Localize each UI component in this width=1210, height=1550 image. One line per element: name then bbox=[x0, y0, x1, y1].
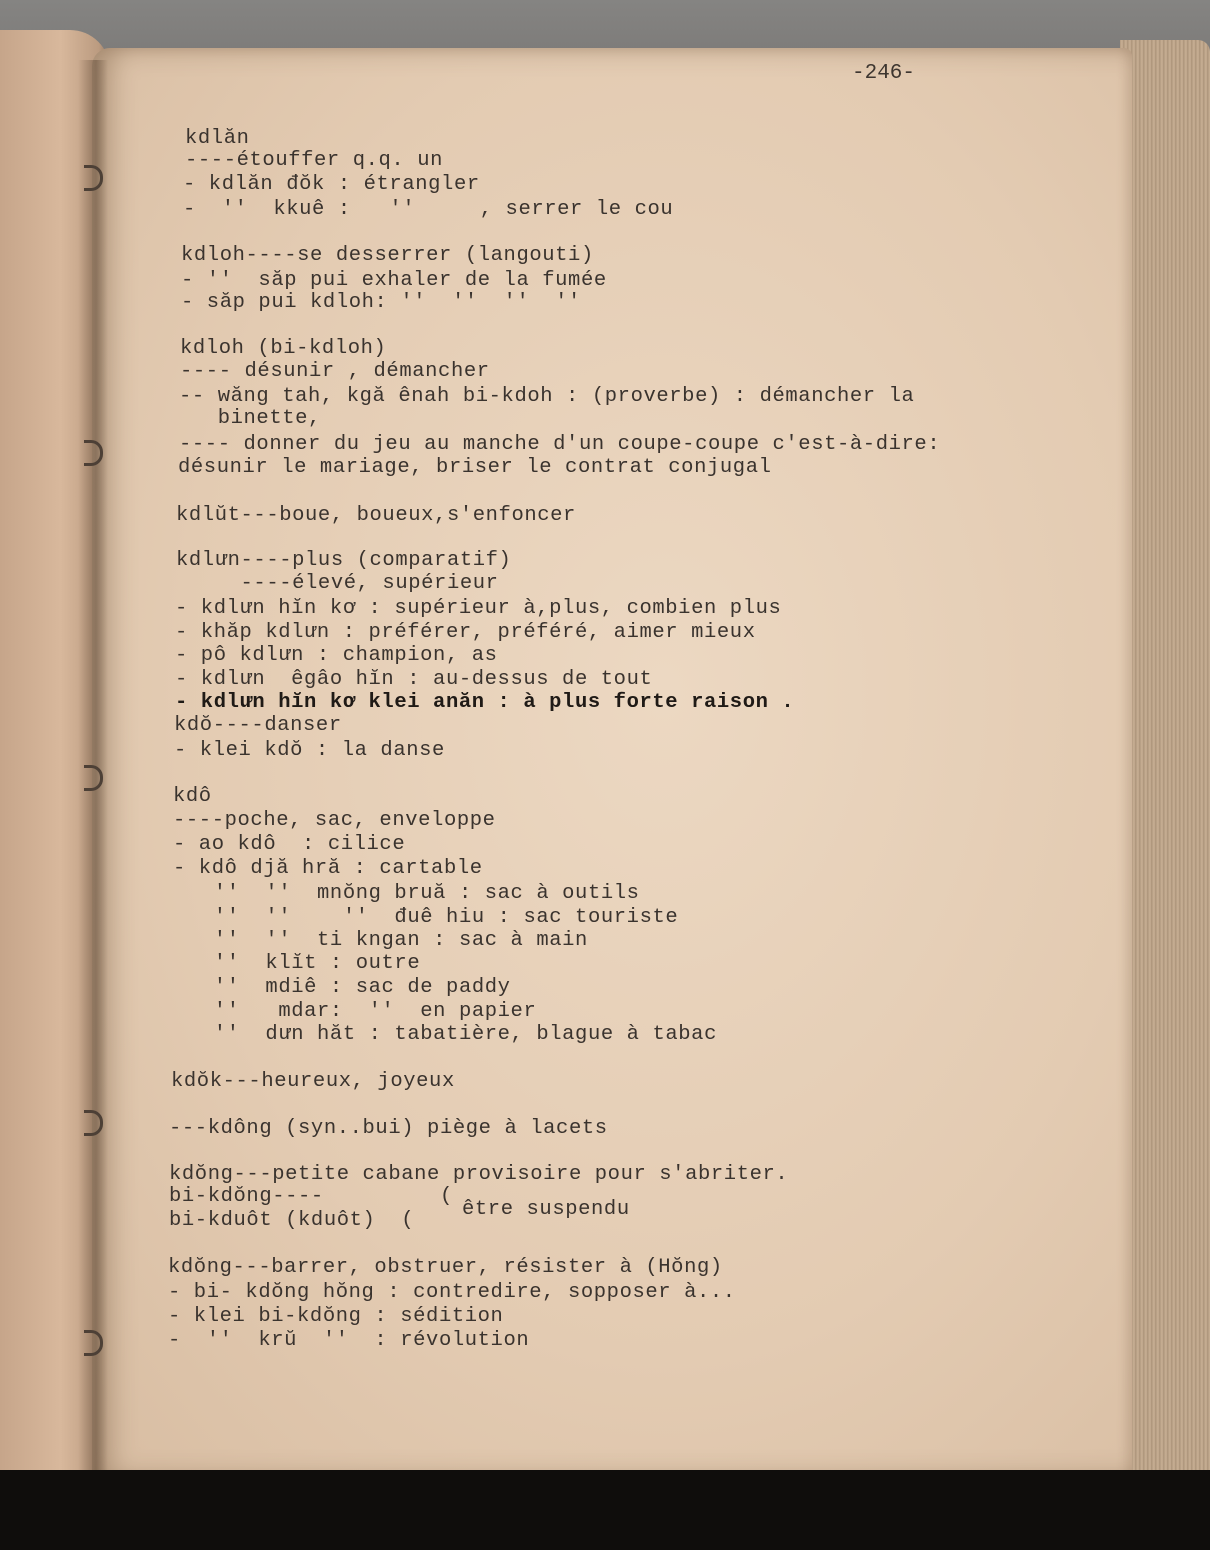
entry-line: - '' kkuê : '' , serrer le cou bbox=[183, 198, 674, 221]
entry-line: '' dưn hăt : tabatière, blague à tabac bbox=[188, 1023, 717, 1046]
page-number: -246- bbox=[852, 62, 916, 85]
entry-line: - klei bi-kdŏng : sédition bbox=[168, 1305, 504, 1328]
entry-line: ---kdông (syn..bui) piège à lacets bbox=[169, 1117, 608, 1140]
entry-line: '' '' mnŏng bruă : sac à outils bbox=[188, 882, 640, 905]
entry-line: - bi- kdŏng hŏng : contredire, sopposer à... bbox=[168, 1281, 736, 1304]
entry-line: - '' krŭ '' : révolution bbox=[168, 1329, 530, 1352]
entry-line: kdŏ----danser bbox=[174, 714, 342, 737]
entry-line: kdloh (bi-kdloh) bbox=[180, 337, 387, 360]
entry-line: ----élevé, supérieur bbox=[176, 572, 499, 595]
entry-line: - ao kdô : cilice bbox=[173, 833, 406, 856]
entry-line: kdŏng---barrer, obstruer, résister à (Hŏng) bbox=[168, 1256, 723, 1279]
entry-line: kdô bbox=[173, 785, 212, 808]
entry-line: - kdô djă hră : cartable bbox=[173, 857, 483, 880]
entry-line: bi-kdŏng---- ( bbox=[169, 1185, 453, 1208]
entry-line: - pô kdlưn : champion, as bbox=[175, 644, 498, 667]
entry-line: '' mdar: '' en papier bbox=[188, 1000, 537, 1023]
entry-line: - kdlưn êgâo hĭn : au-dessus de tout bbox=[175, 668, 653, 691]
entry-line: - kdlăn đŏk : étrangler bbox=[183, 173, 480, 196]
entry-line: ----étouffer q.q. un bbox=[185, 149, 444, 172]
entry-line: - '' săp pui exhaler de la fumée bbox=[181, 269, 607, 292]
entry-line: kdloh----se desserrer (langouti) bbox=[181, 244, 594, 267]
entry-line: -- wăng tah, kgă ênah bi-kdoh : (proverbe) : démancher la bbox=[179, 385, 915, 408]
entry-line: '' klĭt : outre bbox=[188, 952, 421, 975]
entry-line: ---- donner du jeu au manche d'un coupe-coupe c'est-à-dire: bbox=[179, 433, 941, 456]
entry-line: ----poche, sac, enveloppe bbox=[173, 809, 496, 832]
page-stack-edges bbox=[1120, 40, 1210, 1480]
entry-line: - kdlưn hĭn kơ : supérieur à,plus, combien plus bbox=[175, 597, 782, 620]
bracket-text: être suspendu bbox=[462, 1198, 630, 1221]
entry-line: '' '' ti kngan : sac à main bbox=[188, 929, 588, 952]
entry-line: '' '' '' đuê hiu : sac touriste bbox=[188, 906, 679, 929]
entry-line: binette, bbox=[179, 407, 321, 430]
entry-line: désunir le mariage, briser le contrat conjugal bbox=[178, 456, 772, 479]
entry-line: kdlŭt---boue, boueux,s'enfoncer bbox=[176, 504, 576, 527]
entry-line: bi-kduôt (kduôt) ( bbox=[169, 1209, 415, 1232]
entry-line: - klei kdŏ : la danse bbox=[174, 739, 445, 762]
background-bottom bbox=[0, 1470, 1210, 1550]
entry-line: kdŏng---petite cabane provisoire pour s'abriter. bbox=[169, 1163, 789, 1186]
entry-line: ---- désunir , démancher bbox=[180, 360, 490, 383]
entry-line: kdlăn bbox=[185, 127, 250, 150]
entry-line: '' mdiê : sac de paddy bbox=[188, 976, 511, 999]
entry-line: kdŏk---heureux, joyeux bbox=[171, 1070, 455, 1093]
entry-line: - săp pui kdloh: '' '' '' '' bbox=[181, 291, 581, 314]
entry-line: kdlưn----plus (comparatif) bbox=[176, 549, 512, 572]
entry-line: - kdlưn hĭn kơ klei anăn : à plus forte raison . bbox=[175, 691, 795, 714]
entry-line: - khăp kdlưn : préférer, préféré, aimer mieux bbox=[175, 621, 756, 644]
